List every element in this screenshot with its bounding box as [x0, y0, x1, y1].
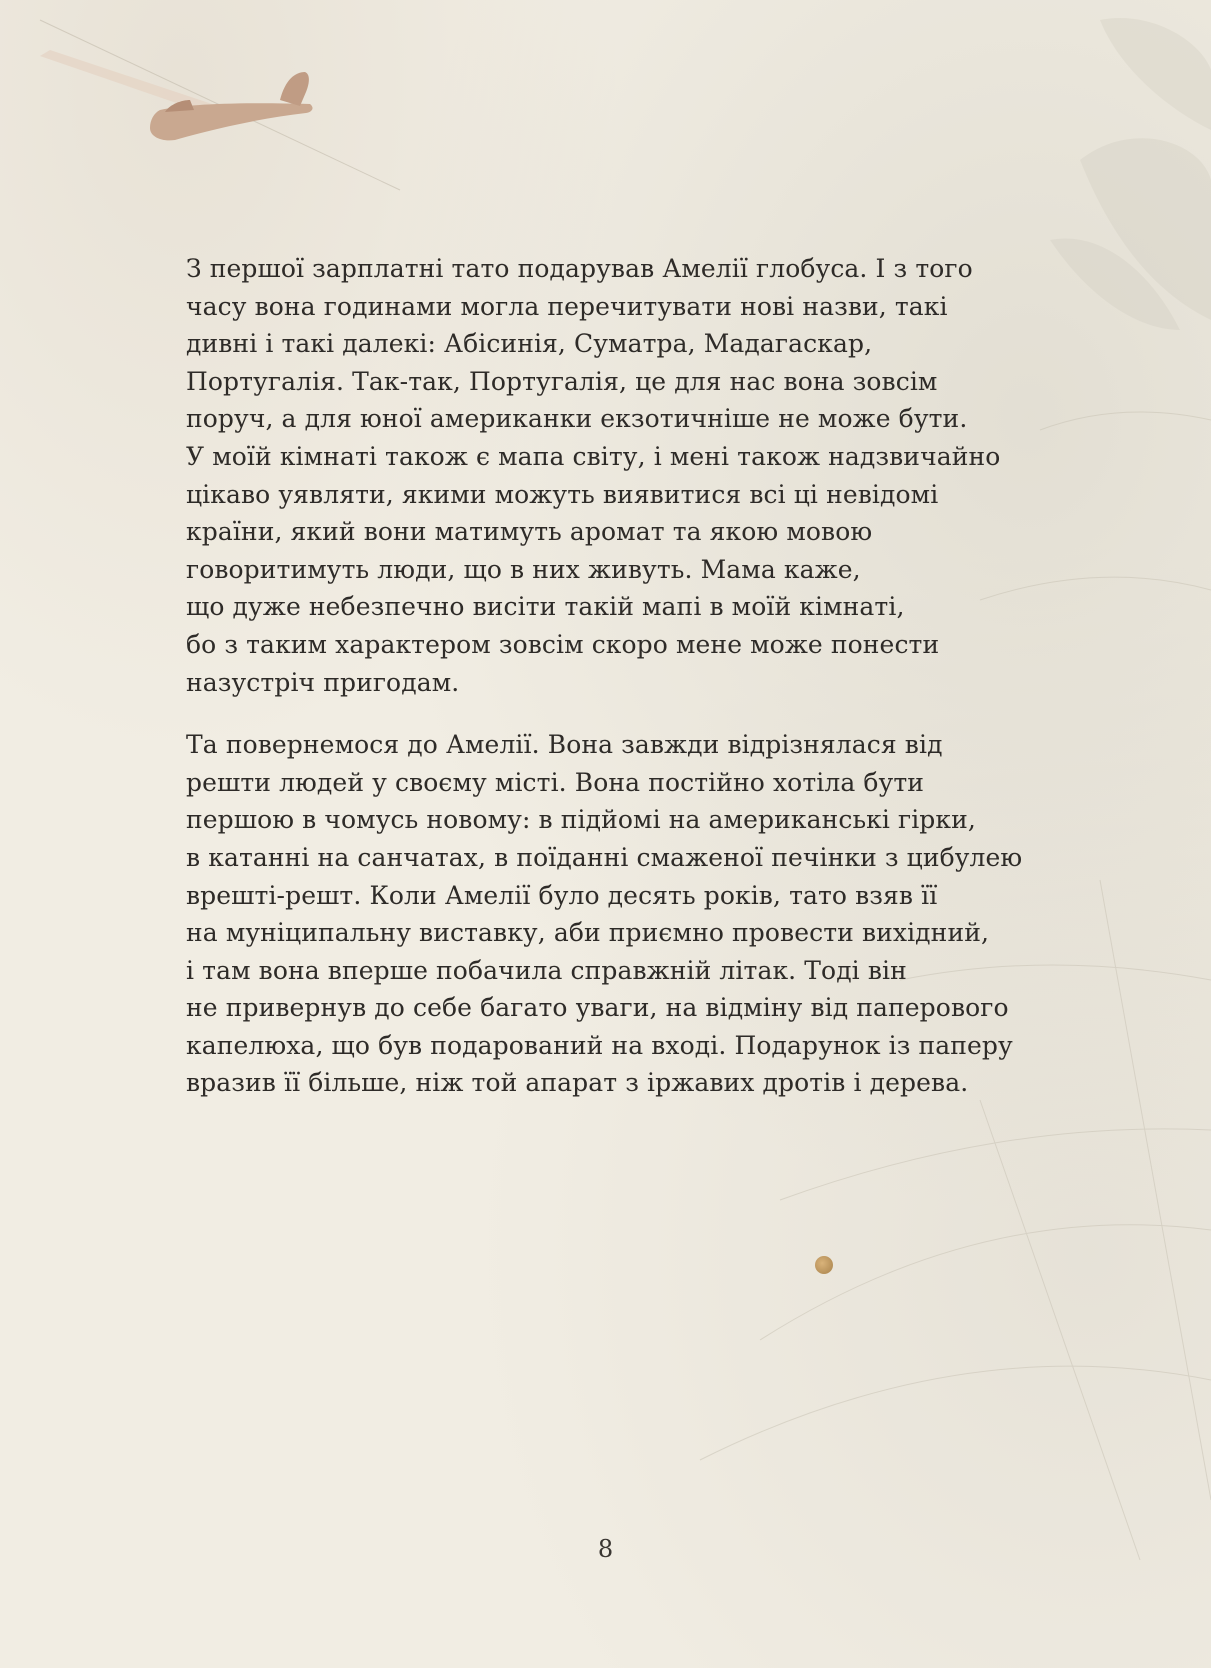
text-line: країни, який вони матимуть аромат та якою мовою [186, 517, 873, 547]
text-line: вразив її більше, ніж той апарат з іржавих дротів і дерева. [186, 1068, 969, 1098]
text-line: поруч, а для юної американки екзотичніше не може бути. [186, 404, 968, 434]
text-line: часу вона годинами могла перечитувати нові назви, такі [186, 291, 948, 321]
body-text [186, 250, 1023, 1102]
paragraph-2 [186, 726, 1023, 1102]
text-line: бо з таким характером зовсім скоро мене може понести [186, 629, 940, 659]
map-dot-decoration [815, 1256, 833, 1274]
text-line: першою в чомусь новому: в підйомі на американські гірки, [186, 805, 976, 835]
text-line: цікаво уявляти, якими можуть виявитися всі ці невідомі [186, 479, 939, 509]
text-line: решти людей у своєму місті. Вона постійно хотіла бути [186, 767, 925, 797]
text-line: і там вона вперше побачила справжній літак. Тоді він [186, 955, 907, 985]
text-line: в катанні на санчатах, в поїданні смаженої печінки з цибулею [186, 842, 1023, 872]
text-line: Португалія. Так-так, Португалія, це для нас вона зовсім [186, 366, 938, 396]
text-line: врешті-решт. Коли Амелії було десять років, тато взяв її [186, 880, 938, 910]
page-number: 8 [597, 1535, 614, 1563]
paragraph-1 [186, 250, 1006, 701]
text-line: У моїй кімнаті також є мапа світу, і мені також надзвичайно [186, 441, 1001, 471]
text-line: дивні і такі далекі: Абісинія, Суматра, Мадагаскар, [186, 329, 873, 359]
text-line: не привернув до себе багато уваги, на відміну від паперового [186, 993, 1009, 1023]
text-line: З першої зарплатні тато подарував Амелії глобуса. І з того [186, 254, 973, 283]
text-line: на муніципальну виставку, аби приємно провести вихідний, [186, 918, 990, 948]
text-line: що дуже небезпечно висіти такій мапі в моїй кімнаті, [186, 592, 905, 622]
text-line: назустріч пригодам. [186, 667, 460, 697]
text-line: капелюха, що був подарований на вході. Подарунок із паперу [186, 1030, 1013, 1060]
text-line: Та повернемося до Амелії. Вона завжди відрізнялася від [186, 730, 943, 760]
glider-plane-illustration [10, 0, 340, 170]
text-line: говоритимуть люди, що в них живуть. Мама каже, [186, 554, 861, 584]
